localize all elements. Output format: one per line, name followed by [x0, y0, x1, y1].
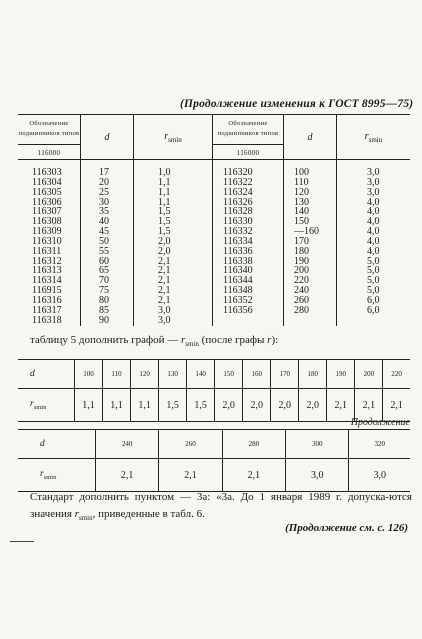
- table-cell: 1,1: [158, 176, 171, 188]
- d-cell: 130: [159, 360, 187, 389]
- table-cell: 50: [99, 235, 109, 247]
- table-cell: 65: [99, 265, 109, 277]
- table-cell: 116320: [223, 167, 253, 178]
- r-cell: 2,0: [271, 389, 299, 422]
- table-cell: 1,1: [158, 186, 171, 198]
- table-cell: 116332: [223, 226, 253, 238]
- table-cell: 180: [294, 245, 309, 257]
- table-cell: 85: [99, 304, 109, 316]
- table-cell: 5,0: [367, 265, 380, 277]
- table-cell: 116312: [32, 255, 62, 267]
- d-cell: 260: [159, 430, 222, 459]
- table-cell: 4,0: [367, 235, 380, 247]
- table-cell: 45: [99, 226, 109, 238]
- table-cell: 4,0: [367, 245, 380, 257]
- table-cell: 35: [99, 206, 109, 218]
- table-cell: 116306: [32, 196, 62, 208]
- table-cell: 116324: [223, 186, 253, 198]
- table-cell: 60: [99, 255, 109, 267]
- table-cell: 6,0: [367, 304, 380, 316]
- table-cell: 2,1: [158, 255, 171, 267]
- table-cell: 1,0: [158, 167, 171, 178]
- table-cell: 3,0: [367, 186, 380, 198]
- table-cell: 116334: [223, 235, 253, 247]
- right-d-column: [284, 160, 337, 326]
- d-cell: 180: [299, 360, 327, 389]
- table-cell: 260: [294, 294, 309, 306]
- table-cell: 116313: [32, 265, 62, 277]
- table-cell: 280: [294, 304, 309, 316]
- table-cell: 1,5: [158, 216, 171, 228]
- table-cell: 3,0: [158, 314, 171, 326]
- r-cell: 1,1: [103, 389, 131, 422]
- table-cell: —160: [294, 226, 319, 238]
- bearings-table: [18, 114, 410, 326]
- table-cell: 150: [294, 216, 309, 228]
- d-cell: 300: [286, 430, 349, 459]
- table-cell: 25: [99, 186, 109, 198]
- r-cell: 1,1: [131, 389, 159, 422]
- table-cell: 190: [294, 255, 309, 267]
- r-cell: 2,1: [355, 389, 383, 422]
- r-cell: 1,5: [187, 389, 215, 422]
- table-cell: 116309: [32, 226, 62, 238]
- table-cell: 116304: [32, 176, 62, 188]
- table-cell: 1,5: [158, 206, 171, 218]
- d-row: [18, 360, 410, 389]
- additional-column-table: [18, 359, 410, 422]
- table-cell: 116307: [32, 206, 62, 218]
- type-header-series: 116000: [18, 144, 80, 157]
- table-cell: 116328: [223, 206, 253, 218]
- table-cell: 2,0: [158, 235, 171, 247]
- table-cell: 4,0: [367, 196, 380, 208]
- left-r-column: [134, 160, 213, 326]
- table-cell: 2,1: [158, 294, 171, 306]
- table-cell: 2,1: [158, 265, 171, 277]
- table-cell: 116317: [32, 304, 62, 316]
- table-header-row: [18, 115, 410, 160]
- table-cell: 116308: [32, 216, 62, 228]
- table-cell: 116348: [223, 285, 253, 297]
- d-cell: 200: [355, 360, 383, 389]
- d-cell: 220: [383, 360, 410, 389]
- table-cell: 170: [294, 235, 309, 247]
- table-cell: 4,0: [367, 206, 380, 218]
- type-header-right: Обозначение подшипников типов 116000: [213, 115, 284, 160]
- r-row: [18, 459, 410, 492]
- d-header-right: d: [284, 115, 337, 160]
- amendment-paragraph: Стандарт дополнить пунктом — 3а: «3а. До 1 января 1989 г. допуска-ются значения $r_{smin}$, приведенные в табл. 6.: [30, 491, 412, 523]
- type-header-left: [18, 115, 81, 160]
- table-cell: 116314: [32, 275, 62, 287]
- table-cell: 3,0: [367, 167, 380, 178]
- left-d-column: [81, 160, 134, 326]
- right-types-column: [213, 160, 284, 326]
- r-cell: 2,0: [215, 389, 243, 422]
- table-cell: 116330: [223, 216, 253, 228]
- d-cell: 160: [243, 360, 271, 389]
- table-cell: 140: [294, 206, 309, 218]
- table-cell: 80: [99, 294, 109, 306]
- d-cell: 100: [75, 360, 103, 389]
- table-cell: 220: [294, 275, 309, 287]
- table-cell: 20: [99, 176, 109, 188]
- table-cell: 116322: [223, 176, 253, 188]
- d-cell: 110: [103, 360, 131, 389]
- right-r-column: [337, 160, 411, 326]
- r-cell: 1,1: [75, 389, 103, 422]
- d-cell: 190: [327, 360, 355, 389]
- type-header-label: Обозначение подшипников типов: [18, 119, 80, 137]
- table-cell: 116338: [223, 255, 253, 267]
- table-cell: 5,0: [367, 275, 380, 287]
- table-cell: 4,0: [367, 226, 380, 238]
- r-cell: 2,1: [327, 389, 355, 422]
- r-header-left: $r_{smin}$: [134, 115, 213, 160]
- d-header-left: d: [81, 115, 134, 160]
- r-cell: 3,0: [286, 459, 349, 492]
- table-cell: 55: [99, 245, 109, 257]
- d-cell: 140: [187, 360, 215, 389]
- table-cell: 200: [294, 265, 309, 277]
- table-cell: 90: [99, 314, 109, 326]
- table-cell: 110: [294, 176, 309, 188]
- table-cell: 3,0: [367, 176, 380, 188]
- r-cell: 2,1: [96, 459, 159, 492]
- table-cell: 116915: [32, 285, 62, 297]
- table-cell: 116340: [223, 265, 253, 277]
- r-header-right: $r_{smin}$: [337, 115, 411, 160]
- d-cell: 320: [349, 430, 410, 459]
- d-cell: 280: [222, 430, 285, 459]
- r-cell: 2,0: [243, 389, 271, 422]
- table-cell: 75: [99, 285, 109, 297]
- r-cell: 2,1: [383, 389, 410, 422]
- r-row-label: $r_{smin}$: [18, 389, 75, 422]
- additional-column-table-continued: [18, 429, 410, 492]
- left-types-column: [18, 160, 81, 326]
- table-cell: 6,0: [367, 294, 380, 306]
- table-cell: 2,1: [158, 285, 171, 297]
- continuation-header: (Продолжение изменения к ГОСТ 8995—75): [180, 98, 414, 110]
- table-cell: 5,0: [367, 285, 380, 297]
- r-cell: 2,0: [299, 389, 327, 422]
- table-cell: 116336: [223, 245, 253, 257]
- instruction-line: таблицу 5 дополнить графой — $r_{smin}$ (после графы r):: [30, 334, 279, 349]
- d-cell: 170: [271, 360, 299, 389]
- d-cell: 240: [96, 430, 159, 459]
- table-cell: 116303: [32, 167, 62, 178]
- table-cell: 4,0: [367, 216, 380, 228]
- table-cell: 116310: [32, 235, 62, 247]
- table-cell: 116352: [223, 294, 253, 306]
- d-row-label: d: [18, 430, 96, 459]
- table-cell: 70: [99, 275, 109, 287]
- table-cell: 130: [294, 196, 309, 208]
- table-cell: 40: [99, 216, 109, 228]
- table-body-row: [18, 160, 410, 326]
- d-row: [18, 430, 410, 459]
- table-cell: 100: [294, 167, 309, 178]
- table-cell: 120: [294, 186, 309, 198]
- margin-rule: [10, 541, 34, 542]
- table-cell: 116344: [223, 275, 253, 287]
- table-cell: 116316: [32, 294, 62, 306]
- table-cell: 1,1: [158, 196, 171, 208]
- r-cell: 1,5: [159, 389, 187, 422]
- d-row-label: d: [18, 360, 75, 389]
- table-cell: 5,0: [367, 255, 380, 267]
- continuation-footer: (Продолжение см. с. 126): [285, 522, 408, 534]
- d-cell: 150: [215, 360, 243, 389]
- table-cell: 17: [99, 167, 109, 178]
- continuation-label: Продолжение: [350, 417, 410, 428]
- table-cell: 240: [294, 285, 309, 297]
- table-cell: 2,0: [158, 245, 171, 257]
- table-cell: 116326: [223, 196, 253, 208]
- r-cell: 2,1: [159, 459, 222, 492]
- table-cell: 116305: [32, 186, 62, 198]
- r-cell: 2,1: [222, 459, 285, 492]
- table-cell: 30: [99, 196, 109, 208]
- table-cell: 1,5: [158, 226, 171, 238]
- table-cell: 3,0: [158, 304, 171, 316]
- d-cell: 120: [131, 360, 159, 389]
- r-row-label: $r_{smin}$: [18, 459, 96, 492]
- table-cell: 116318: [32, 314, 62, 326]
- table-cell: 2,1: [158, 275, 171, 287]
- table-cell: 116311: [32, 245, 62, 257]
- table-cell: 116356: [223, 304, 253, 316]
- r-cell: 3,0: [349, 459, 410, 492]
